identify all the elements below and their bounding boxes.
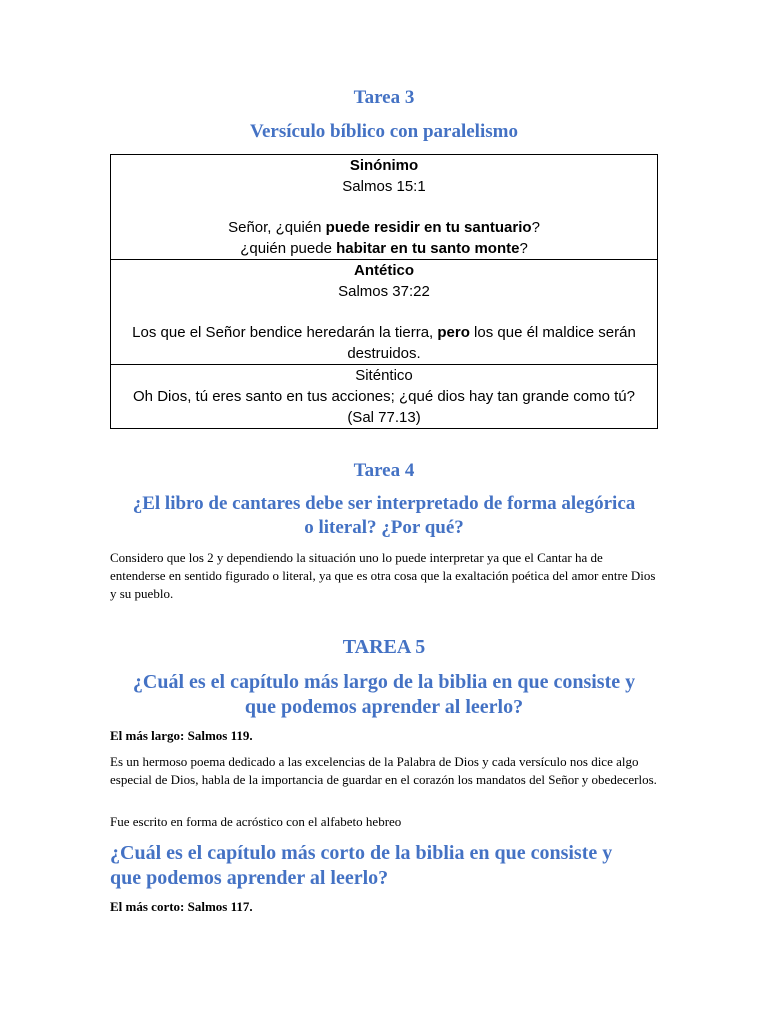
table-row-sinonimo — [111, 155, 658, 260]
longest-description: Es un hermoso poema dedicado a las excelencias de la Palabra de Dios y cada versículo nos dice algo especial de Dios, habla de la importancia de guardar en el corazón los mandatos del Señor y obedecerlos. — [110, 754, 657, 787]
table-row-sintetico — [111, 365, 658, 429]
acrostic-note: Fue escrito en forma de acróstico con el alfabeto hebreo — [110, 814, 402, 829]
sinonimo-line-2: ¿quién puede habitar en tu santo monte? — [240, 240, 528, 257]
tarea4-question: ¿El libro de cantares debe ser interpretado de forma alegórica o literal? ¿Por qué? — [132, 493, 636, 538]
antetico-ref: Salmos 37:22 — [338, 283, 430, 300]
antetico-text: Los que el Señor bendice heredarán la tierra, pero los que él maldice serán destruidos. — [132, 324, 636, 362]
parallelism-table — [110, 154, 658, 429]
sinonimo-ref: Salmos 15:1 — [342, 178, 426, 195]
tarea4-title: Tarea 4 — [353, 460, 415, 481]
sintetico-text: Oh Dios, tú eres santo en tus acciones; ¿qué dios hay tan grande como tú? (Sal 77.13) — [133, 388, 635, 426]
tarea4-answer: Considero que los 2 y dependiendo la situación uno lo puede interpretar ya que el Cantar ha de entenderse en sentido figurado o literal, ya que es otra cosa que la exaltación poética del amor entre Dios y su pueblo. — [110, 550, 656, 601]
sintetico-heading: Siténtico — [355, 367, 413, 384]
tarea5-question-longest: ¿Cuál es el capítulo más largo de la biblia en que consiste y que podemos aprender al leerlo? — [132, 671, 636, 718]
tarea3-title: Tarea 3 — [353, 87, 415, 108]
table-row-antetico — [111, 260, 658, 365]
antetico-heading: Antético — [354, 262, 414, 279]
tarea3-subtitle: Versículo bíblico con paralelismo — [250, 121, 518, 142]
sinonimo-line-1: Señor, ¿quién puede residir en tu santuario? — [228, 219, 540, 236]
shortest-chapter: El más corto: Salmos 117. — [110, 899, 253, 914]
tarea5-title: TAREA 5 — [342, 636, 426, 658]
tarea5-question-shortest: ¿Cuál es el capítulo más corto de la biblia en que consiste y que podemos aprender al leerlo? — [110, 842, 613, 889]
longest-chapter: El más largo: Salmos 119. — [110, 728, 253, 743]
sinonimo-heading: Sinónimo — [349, 157, 419, 174]
